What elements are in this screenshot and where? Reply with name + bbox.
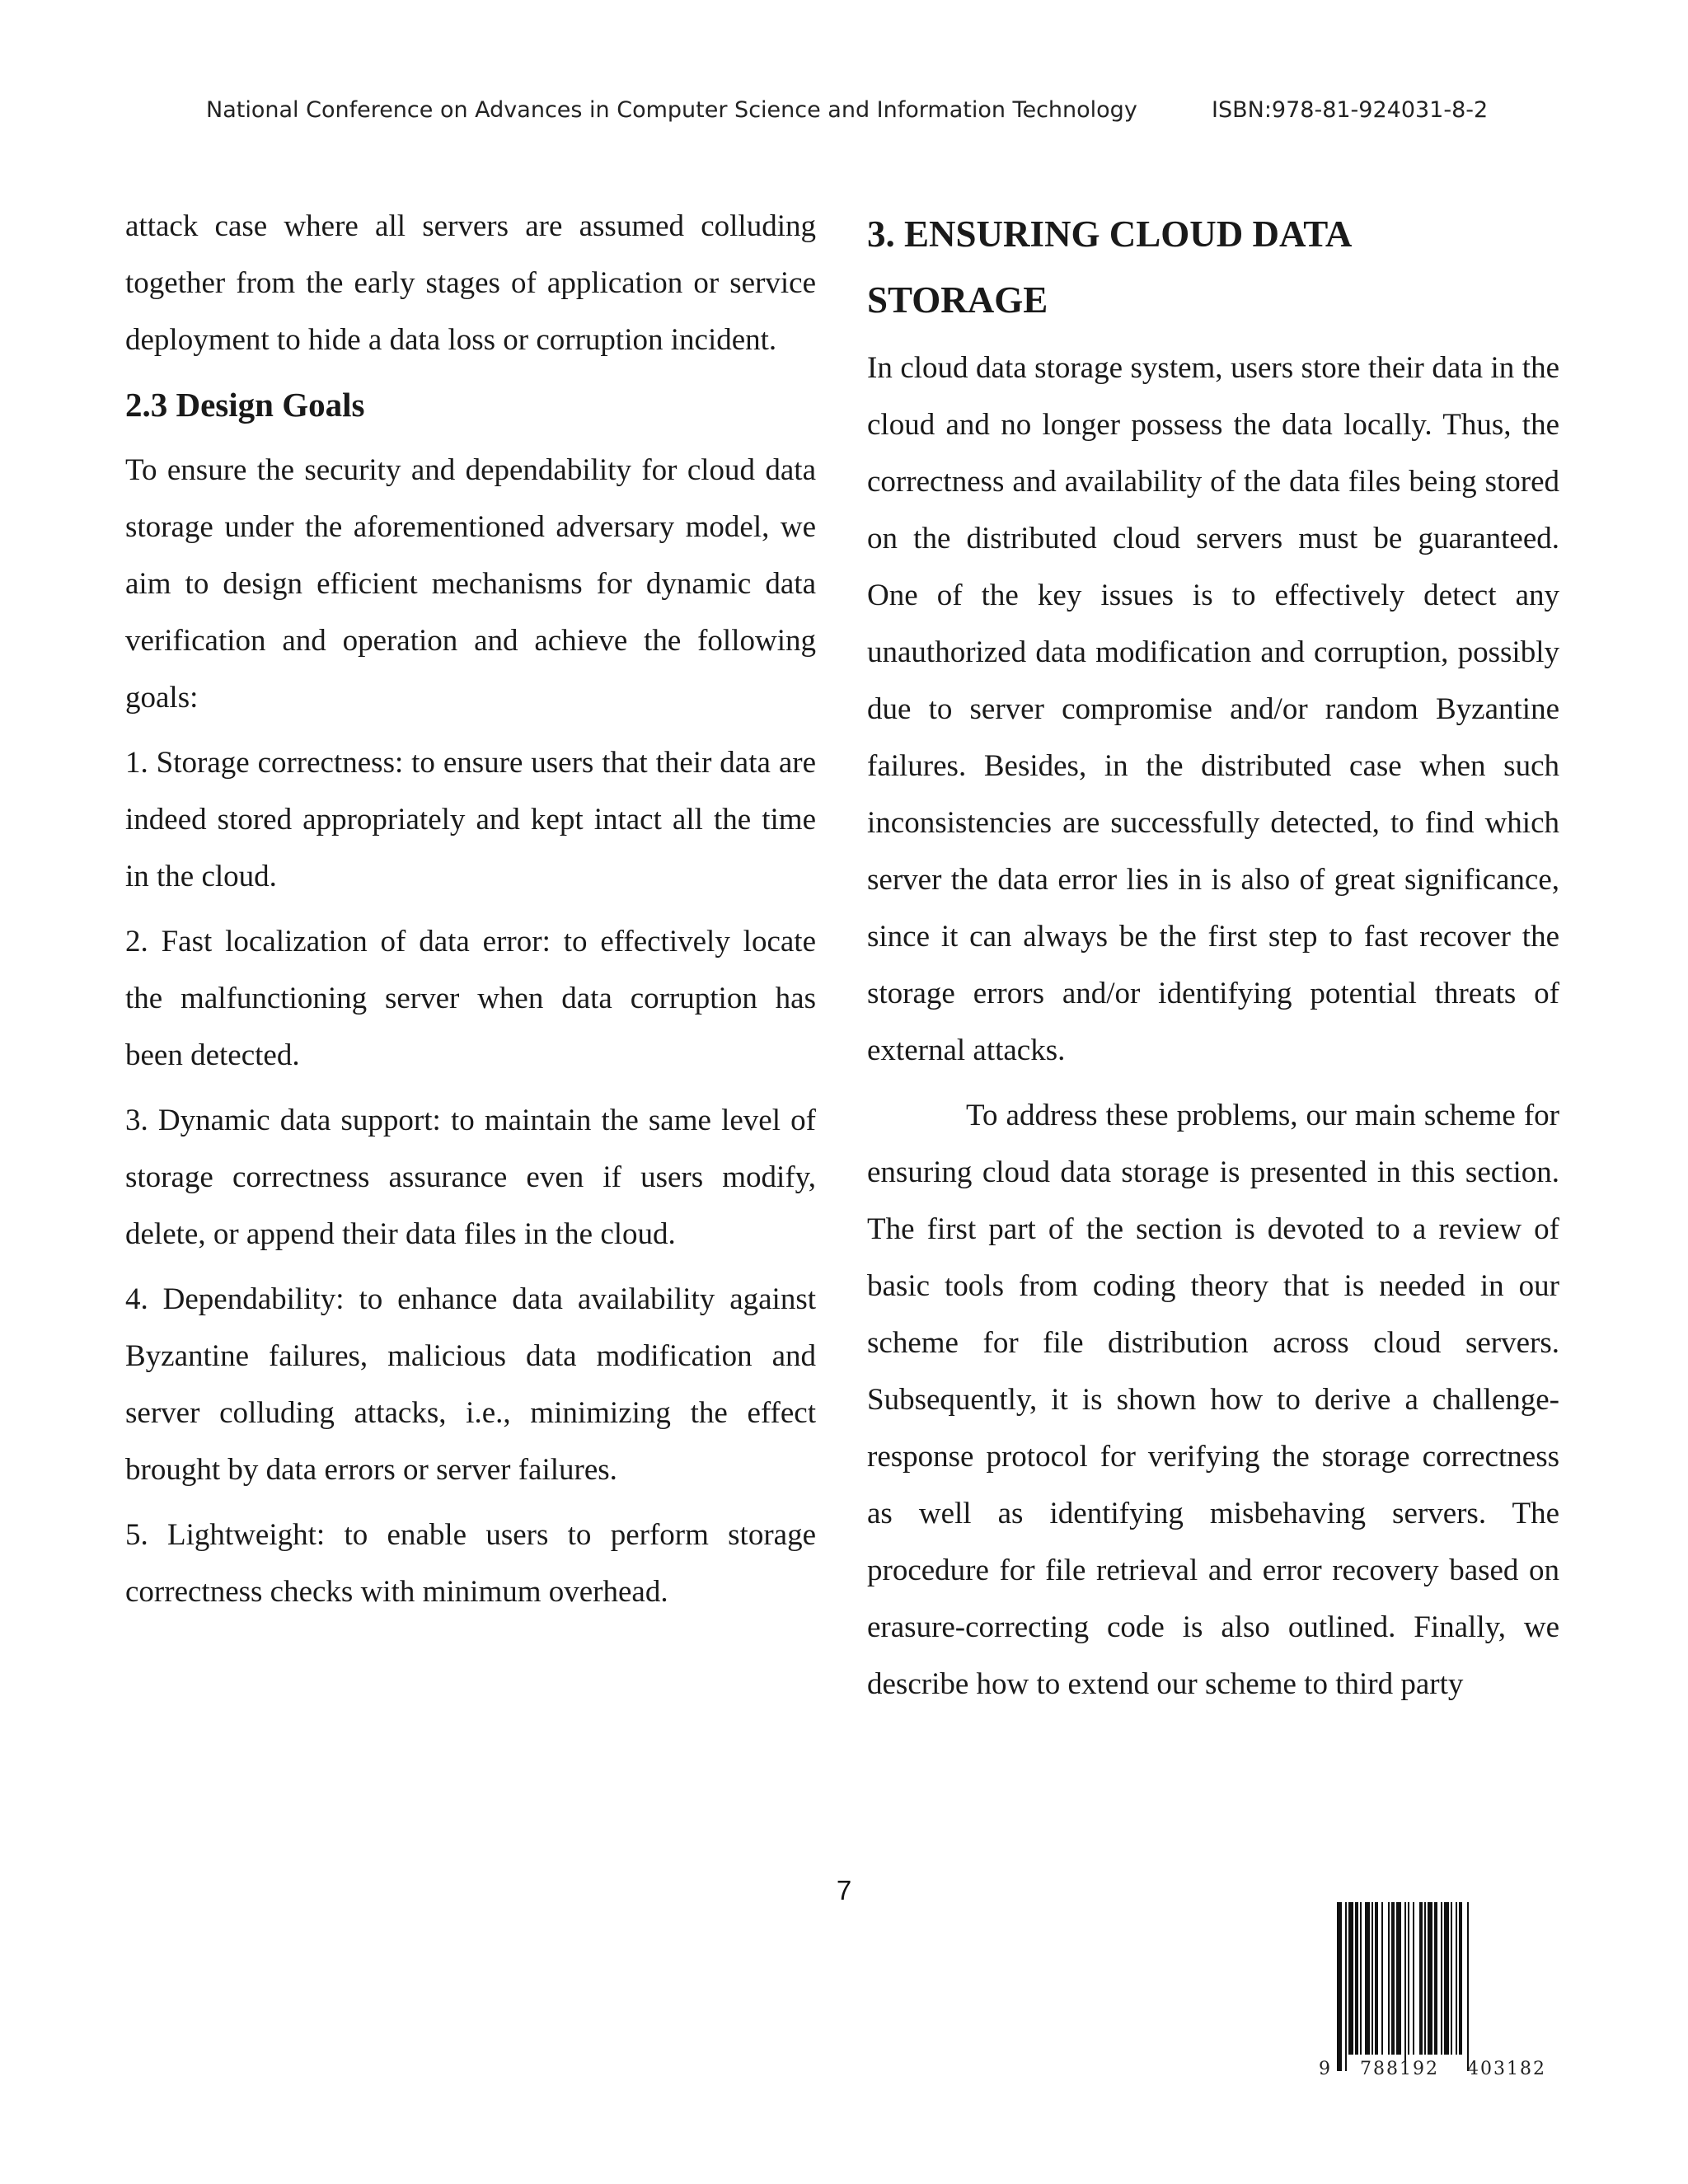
barcode-bar [1391,1902,1395,2055]
goal-fast-localization: 2. Fast localization of data error: to effectively locate the malfunctioning server when data corruption has been detected. [125,925,816,1072]
barcode-icon [1319,1902,1546,2075]
barcode-bar [1381,1902,1383,2055]
goal-dynamic-data-support: 3. Dynamic data support: to maintain the same level of storage correctness assurance even if users modify, delete, or append their data files in the cloud. [125,1104,816,1251]
barcode-bar [1451,1902,1452,2055]
barcode-bar [1434,1902,1437,2055]
right-column [867,198,1559,1721]
barcode-bar [1404,1902,1406,2071]
barcode-bar [1348,1902,1353,2055]
barcode-bar [1424,1902,1426,2055]
section-heading-line2: STORAGE [867,279,1048,321]
paragraph-cloud-storage: In cloud data storage system, users store their data in the cloud and no longer possess the data locally. Thus, the correctness and availability of the data files being stored on the distributed cloud servers must be guaranteed. One of the key issues is to effectively detect any unauthorized data modification and corruption, possibly due to server compromise and/or random Byzantine failures. Besides, in the distributed case when such inconsistencies are successfully detected, to find which server the data error lies in is also of great significance, since it can always be the first step to fast recover the storage errors and/or identifying potential threats of external attacks. [867,351,1559,1067]
running-header [206,97,1492,123]
barcode-bar [1388,1902,1390,2055]
barcode-bar [1444,1902,1449,2055]
barcode-bar [1372,1902,1373,2055]
isbn-label: ISBN:978-81-924031-8-2 [1212,97,1489,123]
barcode-digit-group2: 403182 [1467,2059,1546,2079]
barcode-bar [1345,1902,1347,2071]
barcode-bar [1413,1902,1414,2055]
page-number: 7 [836,1875,852,1905]
goal-lightweight: 5. Lightweight: to enable users to perform storage correctness checks with minimum overhead. [125,1518,816,1609]
barcode-bar [1419,1902,1423,2055]
barcode-digits [1319,2059,1546,2079]
barcode-bar [1408,1902,1409,2055]
barcode-bar [1428,1902,1432,2055]
conference-title: National Conference on Advances in Computer Science and Information Technology [206,97,1137,123]
paragraph-address-problems: To address these problems, our main scheme for ensuring cloud data storage is presented in this section. The first part of the section is devoted to a review of basic tools from coding theory that is needed in our scheme for file distribution across cloud servers. Subsequently, it is shown how to derive a challenge-response protocol for verifying the storage correctness as well as identifying misbehaving servers. The procedure for file retrieval and error recovery based on erasure-correcting code is also outlined. Finally, we describe how to extend our scheme to third party [867,1099,1559,1701]
barcode-bar [1396,1902,1401,2055]
barcode-bar [1375,1902,1378,2055]
paragraph-intro: attack case where all servers are assumed colluding together from the early stages of application or service deployment to hide a data loss or corruption incident. [125,209,816,357]
barcode-bar [1360,1902,1362,2055]
barcode-bar [1467,1902,1469,2071]
heading-design-goals: 2.3 Design Goals [125,386,365,424]
left-column [125,198,816,1629]
section-heading [867,201,1559,333]
barcode-digit-group1: 788192 [1360,2059,1439,2079]
goal-dependability: 4. Dependability: to enhance data availability against Byzantine failures, malicious data modification and server colluding attacks, i.e., minimizing the effect brought by data errors or server failures. [125,1282,816,1487]
section-heading-line1: 3. ENSURING CLOUD DATA [867,213,1353,255]
goal-storage-correctness: 1. Storage correctness: to ensure users that their data are indeed stored appropriately and kept intact all the time in the cloud. [125,746,816,893]
barcode-digit-lead: 9 [1319,2059,1332,2079]
barcode-bar [1459,1902,1462,2055]
barcode-bar [1441,1902,1442,2055]
barcode-bar [1355,1902,1358,2055]
barcode-bar [1337,1902,1342,2071]
barcode-bar [1365,1902,1370,2055]
paragraph-goals: To ensure the security and dependability for cloud data storage under the aforementioned adversary model, we aim to design efficient mechanisms for dynamic data verification and operation and achieve the following goals: [125,453,816,715]
barcode-bar [1456,1902,1457,2055]
